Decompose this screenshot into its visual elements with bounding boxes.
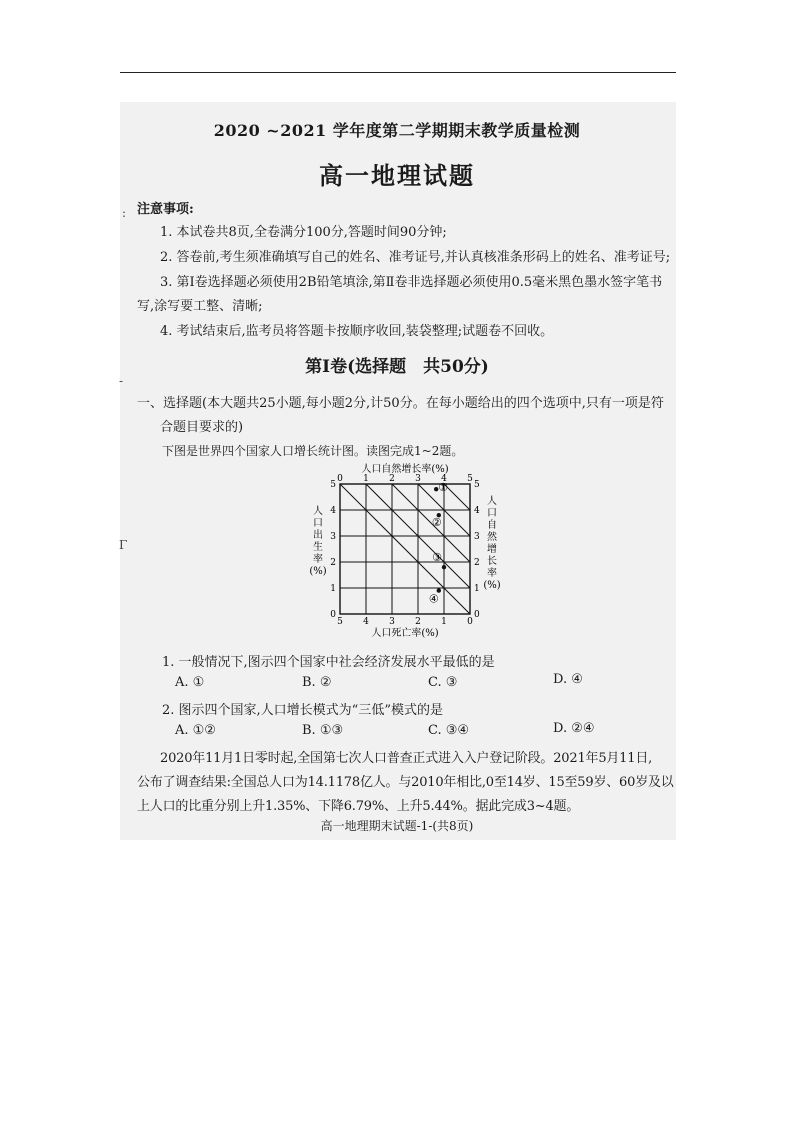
top-tick-label: 0 (337, 474, 343, 484)
right-tick-label: 5 (474, 480, 480, 490)
notice-item: 3. 第Ⅰ卷选择题必须使用2B铅笔填涂,第Ⅱ卷非选择题必须使用0.5毫米黑色墨水签字笔书 (160, 275, 663, 290)
left-label-char: (%) (309, 566, 327, 577)
bottom-tick-label: 3 (389, 617, 395, 627)
left-label-char: 口 (313, 518, 323, 529)
margin-mark: - (119, 374, 124, 388)
right-tick-label: 4 (474, 506, 480, 516)
left-tick-label: 0 (330, 610, 336, 620)
chart-points (429, 481, 448, 605)
notice-item: 1. 本试卷共8页,全卷满分100分,答题时间90分钟; (160, 225, 447, 240)
notice-item: 4. 考试结束后,监考员将答题卡按顺序收回,装袋整理;试题卷不回收。 (160, 324, 554, 339)
right-label-char: 人 (487, 496, 497, 507)
data-point-label: ② (431, 516, 442, 530)
left-label-char: 率 (313, 554, 323, 565)
bottom-tick-label: 1 (441, 617, 447, 627)
left-label-char: 出 (313, 530, 323, 541)
left-label-char: 人 (313, 506, 323, 517)
right-tick-label: 0 (474, 610, 480, 620)
bottom-tick-label: 5 (337, 617, 343, 627)
section-title: 第Ⅰ卷(选择题 共50分) (305, 357, 489, 377)
figure-caption: 下图是世界四个国家人口增长统计图。读图完成1~2题。 (162, 444, 464, 458)
right-label-char: 增 (487, 544, 497, 555)
data-point-label: ① (438, 481, 449, 495)
question-2-stem: 2. 图示四个国家,人口增长模式为“三低”模式的是 (162, 703, 443, 718)
bottom-tick-label: 0 (467, 617, 473, 627)
right-tick-label: 2 (474, 558, 480, 568)
right-label-char: 然 (487, 532, 497, 543)
right-label-char: 率 (487, 568, 497, 579)
q1-option-a[interactable]: A. ① (175, 675, 205, 690)
left-axis-label (309, 504, 326, 577)
bottom-tick-label: 2 (415, 617, 421, 627)
chart-grid (340, 484, 470, 614)
top-tick-label: 3 (415, 474, 421, 484)
left-tick-label: 5 (330, 480, 336, 490)
left-tick-label: 4 (330, 506, 336, 516)
q2-option-b[interactable]: B. ①③ (302, 723, 344, 738)
population-growth-chart (300, 458, 510, 643)
exam-subtitle: 2020 ~2021 学年度第二学期期末教学质量检测 (213, 121, 581, 140)
data-point (442, 565, 446, 569)
top-tick-label: 4 (441, 474, 447, 484)
margin-mark: Γ (119, 538, 128, 552)
top-tick-label: 5 (467, 474, 473, 484)
right-axis-label (483, 494, 500, 591)
passage-line: 2020年11月1日零时起,全国第七次人口普查正式进入入户登记阶段。2021年5月11日, (160, 751, 653, 766)
top-tick-label: 2 (389, 474, 395, 484)
data-point-label: ④ (428, 592, 439, 606)
margin-mark: : (122, 206, 127, 220)
left-tick-label: 3 (330, 532, 336, 542)
notice-item: 2. 答卷前,考生须准确填写自己的姓名、准考证号,并认真核准条形码上的姓名、准考证号; (160, 250, 671, 265)
exam-title: 高一地理试题 (319, 161, 475, 190)
passage-line: 公布了调查结果:全国总人口为14.1178亿人。与2010年相比,0至14岁、15至59岁、60岁及以 (137, 775, 674, 790)
right-label-char: 口 (487, 508, 497, 519)
section-intro: 合题目要求的) (160, 420, 244, 435)
section-intro: 一、选择题(本大题共25小题,每小题2分,计50分。在每小题给出的四个选项中,只有一项是符 (137, 396, 664, 411)
right-label-char: (%) (483, 580, 501, 591)
left-tick-label: 2 (330, 558, 336, 568)
q1-option-d[interactable]: D. ④ (553, 672, 583, 687)
top-tick-label: 1 (363, 474, 369, 484)
q1-option-c[interactable]: C. ③ (428, 675, 458, 690)
bottom-tick-label: 4 (363, 617, 369, 627)
question-1-stem: 1. 一般情况下,图示四个国家中社会经济发展水平最低的是 (162, 655, 495, 670)
left-tick-label: 1 (330, 584, 336, 594)
q2-option-a[interactable]: A. ①② (175, 723, 216, 738)
q2-option-c[interactable]: C. ③④ (428, 723, 470, 738)
notice-item: 写,涂写要工整、清晰; (137, 299, 263, 314)
page-footer: 高一地理期末试题-1-(共8页) (320, 819, 474, 833)
q2-option-d[interactable]: D. ②④ (553, 721, 595, 736)
top-rule (120, 72, 676, 73)
right-tick-label: 1 (474, 584, 480, 594)
bottom-axis-label: 人口死亡率(%) (371, 628, 439, 639)
left-label-char: 生 (313, 542, 323, 553)
passage-line: 上人口的比重分别上升1.35%、下降6.79%、上升5.44%。据此完成3~4题。 (137, 799, 580, 814)
data-point-label: ③ (432, 551, 442, 565)
q1-option-b[interactable]: B. ② (302, 675, 332, 690)
growth-rate-line (340, 484, 470, 614)
notice-heading: 注意事项: (137, 202, 194, 217)
top-axis-label: 人口自然增长率(%) (361, 464, 449, 475)
right-label-char: 自 (487, 520, 497, 531)
right-tick-label: 3 (474, 532, 480, 542)
right-label-char: 长 (487, 556, 497, 567)
